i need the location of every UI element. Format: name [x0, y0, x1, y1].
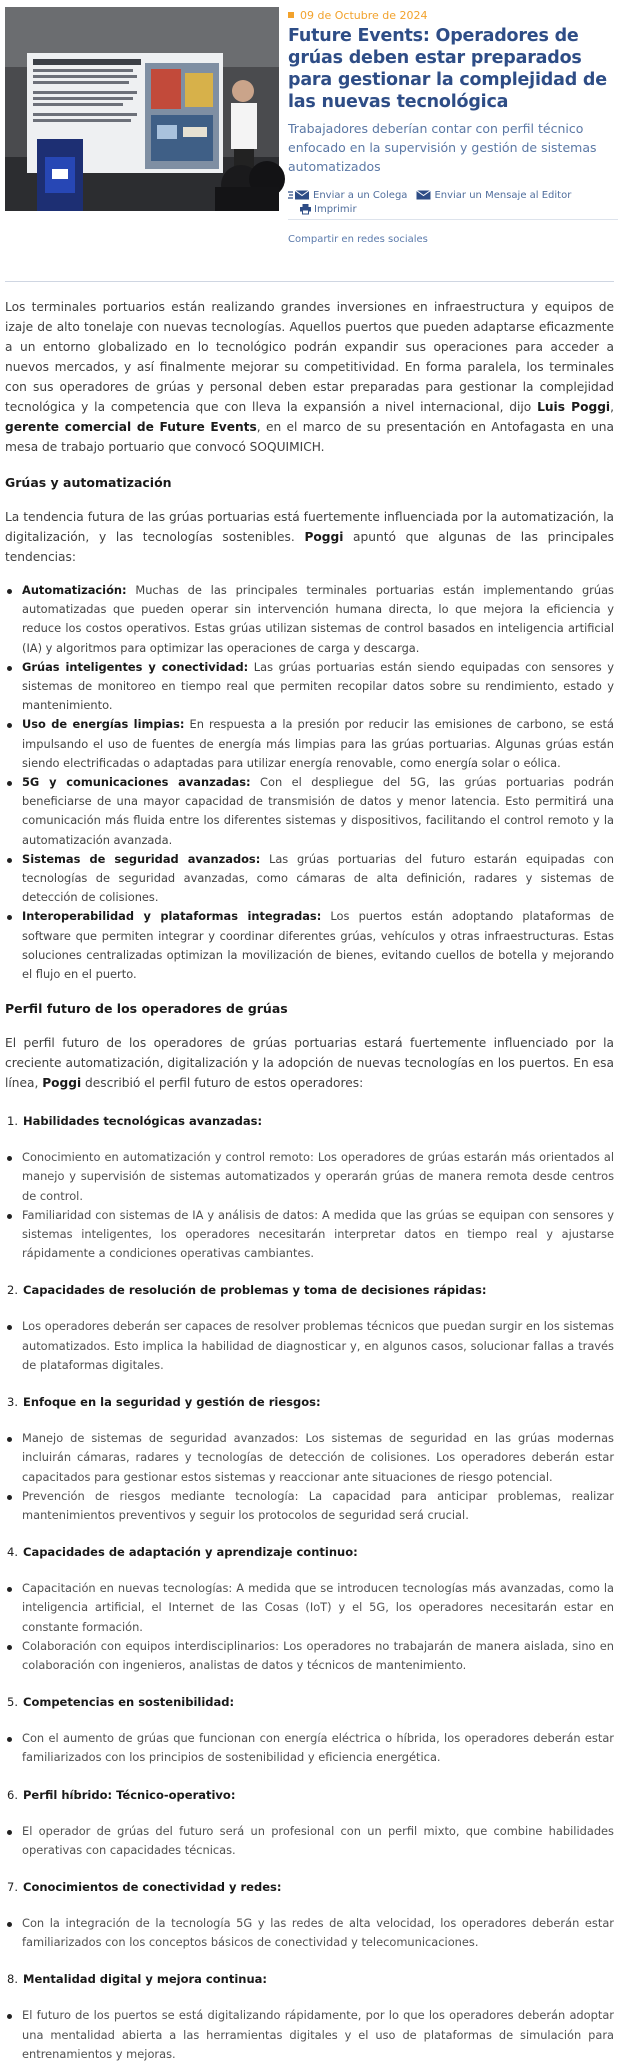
profile-item-heading: 3. Enfoque en la seguridad y gestión de riesgos: — [7, 1395, 321, 1410]
list-item: Manejo de sistemas de seguridad avanzados: Los sistemas de seguridad en las grúas modernas incluirán cámaras, radares y tecnologías de detección de colisiones. Los operadores deberán estar capacitados para gestionar estos sistemas y reaccionar ante situaciones de riesgo potencial. — [5, 1429, 614, 1487]
envelope-forward-icon — [288, 190, 310, 200]
share-social-link[interactable]: Compartir en redes sociales — [288, 234, 428, 245]
envelope-icon — [416, 190, 431, 200]
list-item: Capacitación en nuevas tecnologías: A medida que se introducen tecnologías más avanzadas, como la inteligencia artificial, el Internet de las Cosas (IoT) y el 5G, los operadores necesitarán estar en constante formación. — [5, 1579, 614, 1637]
profile-item-heading: 5. Competencias en sostenibilidad: — [7, 1695, 235, 1710]
list-item: Colaboración con equipos interdisciplinarios: Los operadores no trabajarán de manera aislada, sino en colaboración con ingenieros, analistas de datos y técnicos de mantenimiento. — [5, 1637, 614, 1675]
profile-item-heading: 2. Capacidades de resolución de problemas y toma de decisiones rápidas: — [7, 1283, 487, 1298]
list-item: Uso de energías limpias: En respuesta a la presión por reducir las emisiones de carbono, se está impulsando el uso de fuentes de energía más limpias para las grúas portuarias. Algunas grúas están siendo electrificadas o adaptadas para utilizar energía renovable, como energía solar o eólica. — [5, 715, 614, 773]
list-item: Interoperabilidad y plataformas integradas: Los puertos están adoptando plataformas de software que permiten integrar y coordinar diferentes grúas, vehículos y otras infraestructuras. Estas soluciones centralizadas optimizan la movilización de bienes, evitando cuellos de botella y mejorando el flujo en el puerto. — [5, 907, 614, 984]
profile-item-list — [5, 1148, 614, 1263]
profile-item-list — [5, 1429, 614, 1525]
speaker-role: gerente comercial de Future Events — [5, 420, 257, 434]
send-editor-label: Enviar un Mensaje al Editor — [434, 189, 572, 201]
profile-item-heading: 6. Perfil híbrido: Técnico-operativo: — [7, 1787, 236, 1802]
article-body — [5, 297, 614, 2064]
profile-item-list — [5, 1579, 614, 1675]
send-colleague-label: Enviar a un Colega — [313, 189, 408, 201]
article-title: Future Events: Operadores de grúas deben estar preparados para gestionar la complejidad de las nuevas tecnológica — [288, 26, 607, 112]
profile-item-heading: 4. Capacidades de adaptación y aprendizaje continuo: — [7, 1545, 358, 1560]
list-item: Prevención de riesgos mediante tecnología: La capacidad para anticipar problemas, realizar mantenimientos preventivos y seguir los protocolos de seguridad será crucial. — [5, 1487, 614, 1525]
list-item: Los operadores deberán ser capaces de resolver problemas técnicos que puedan surgir en los sistemas automatizados. Esto implica la habilidad de diagnosticar y, en algunos casos, solucionar fallas a través de plataformas digitales. — [5, 1317, 614, 1375]
article-meta — [288, 7, 618, 245]
section1-paragraph: La tendencia futura de las grúas portuarias está fuertemente influenciada por la automatización, la digitalización, y las tecnologías sostenibles. Poggi apuntó que algunas de las principales tendencias: — [5, 510, 614, 564]
intro-paragraph: Los terminales portuarios están realizando grandes inversiones en infraestructura y equipos de izaje de alto tonelaje con nuevas tecnologías. Aquellos puertos que pueden adaptarse eficazmente a un entorno globalizado en lo tecnológico podrán expandir sus operaciones para acceder a nuevos mercados, y así finalmente mejorar su competitividad. En forma paralela, los terminales con sus operadores de grúas y personal deben estar preparadas para gestionar la complejidad tecnológica y la competencia que con lleva la expansión a nivel internacional, dijo Luis Poggi, gerente comercial de Future Events, en el marco de su presentación en Antofagasta en una mesa de trabajo portuario que convocó SOQUIMICH. — [5, 300, 614, 454]
presentation-photo-icon — [5, 7, 279, 211]
list-item: Con el aumento de grúas que funcionan con energía eléctrica o híbrida, los operadores deberán estar familiarizados con los principios de sostenibilidad y eficiencia energética. — [5, 1729, 614, 1767]
date-square-icon — [288, 12, 294, 18]
article-actions — [288, 188, 618, 220]
profile-item-list — [5, 1822, 614, 1860]
speaker-name: Luis Poggi — [537, 400, 611, 414]
printer-icon — [300, 204, 311, 214]
list-item: 5G y comunicaciones avanzadas: Con el despliegue del 5G, las grúas portuarias podrán beneficiarse de una mayor capacidad de transmisión de datos y menor latencia. Esto permitirá una comunicación más fluida entre los diferentes sistemas y dispositivos, facilitando el control remoto y la automatización avanzada. — [5, 773, 614, 850]
list-item: El futuro de los puertos se está digitalizando rápidamente, por lo que los operadores deberán adoptar una mentalidad abierta a las herramientas digitales y el uso de plataformas de simulación para entrenamientos y mejoras. — [5, 2006, 614, 2064]
print-link[interactable] — [300, 204, 357, 215]
list-item: Con la integración de la tecnología 5G y las redes de alta velocidad, los operadores deberán estar familiarizados con los conceptos básicos de conectividad y telecomunicaciones. — [5, 1914, 614, 1952]
section-heading-operators: Perfil futuro de los operadores de grúas — [5, 1001, 288, 1017]
list-item: El operador de grúas del futuro será un profesional con un perfil mixto, que combine habilidades operativas con capacidades técnicas. — [5, 1822, 614, 1860]
list-item: Grúas inteligentes y conectividad: Las grúas portuarias están siendo equipadas con sensores y sistemas de monitoreo en tiempo real que permiten recopilar datos sobre su rendimiento, estado y mantenimiento. — [5, 658, 614, 716]
trends-list — [5, 581, 614, 984]
profile-item-list — [5, 2006, 614, 2064]
list-item: Sistemas de seguridad avanzados: Las grúas portuarias del futuro estarán equipadas con tecnologías de seguridad avanzadas, como cámaras de alta definición, radares y sistemas de detección de colisiones. — [5, 850, 614, 908]
section2-paragraph: El perfil futuro de los operadores de grúas portuarias estará fuertemente influenciado por la creciente automatización, digitalización y la adopción de nuevas tecnologías en los puertos. En esa línea, Poggi describió el perfil futuro de estos operadores: — [5, 1036, 614, 1091]
header-divider — [5, 281, 614, 282]
list-item: Conocimiento en automatización y control remoto: Los operadores de grúas estarán más orientados al manejo y supervisión de sistemas automatizados y operarán grúas de manera remota desde centros de control. — [5, 1148, 614, 1206]
print-label: Imprimir — [314, 203, 357, 215]
list-item: Familiaridad con sistemas de IA y análisis de datos: A medida que las grúas se equipan con sensores y sistemas inteligentes, los operadores necesitarán interpretar datos en tiempo real y ajustarse rápidamente a condiciones operativas cambiantes. — [5, 1206, 614, 1264]
article-subtitle: Trabajadores deberían contar con perfil técnico enfocado en la supervisión y gestión de sistemas automatizados — [288, 121, 597, 174]
date-text: 09 de Octubre de 2024 — [300, 8, 428, 22]
article-header — [5, 7, 616, 252]
section-heading-cranes: Grúas y automatización — [5, 475, 172, 490]
profile-item-list — [5, 1914, 614, 1952]
profile-item-heading: 7. Conocimientos de conectividad y redes: — [7, 1879, 282, 1894]
profile-item-list — [5, 1729, 614, 1767]
hero-image — [5, 7, 279, 211]
profile-item-heading: 1. Habilidades tecnológicas avanzadas: — [7, 1114, 263, 1129]
send-editor-link[interactable] — [416, 190, 571, 201]
article-date — [288, 7, 618, 23]
send-colleague-link[interactable] — [288, 190, 407, 201]
list-item: Automatización: Muchas de las principales terminales portuarias están implementando grúas automatizadas que pueden operar sin intervención humana directa, lo que mejora la eficiencia y reduce los costos operativos. Estas grúas utilizan sistemas de control basados en inteligencia artificial (IA) y algoritmos para optimizar las operaciones de carga y descarga. — [5, 581, 614, 658]
profile-item-heading: 8. Mentalidad digital y mejora continua: — [7, 1972, 267, 1987]
profile-item-list — [5, 1317, 614, 1375]
